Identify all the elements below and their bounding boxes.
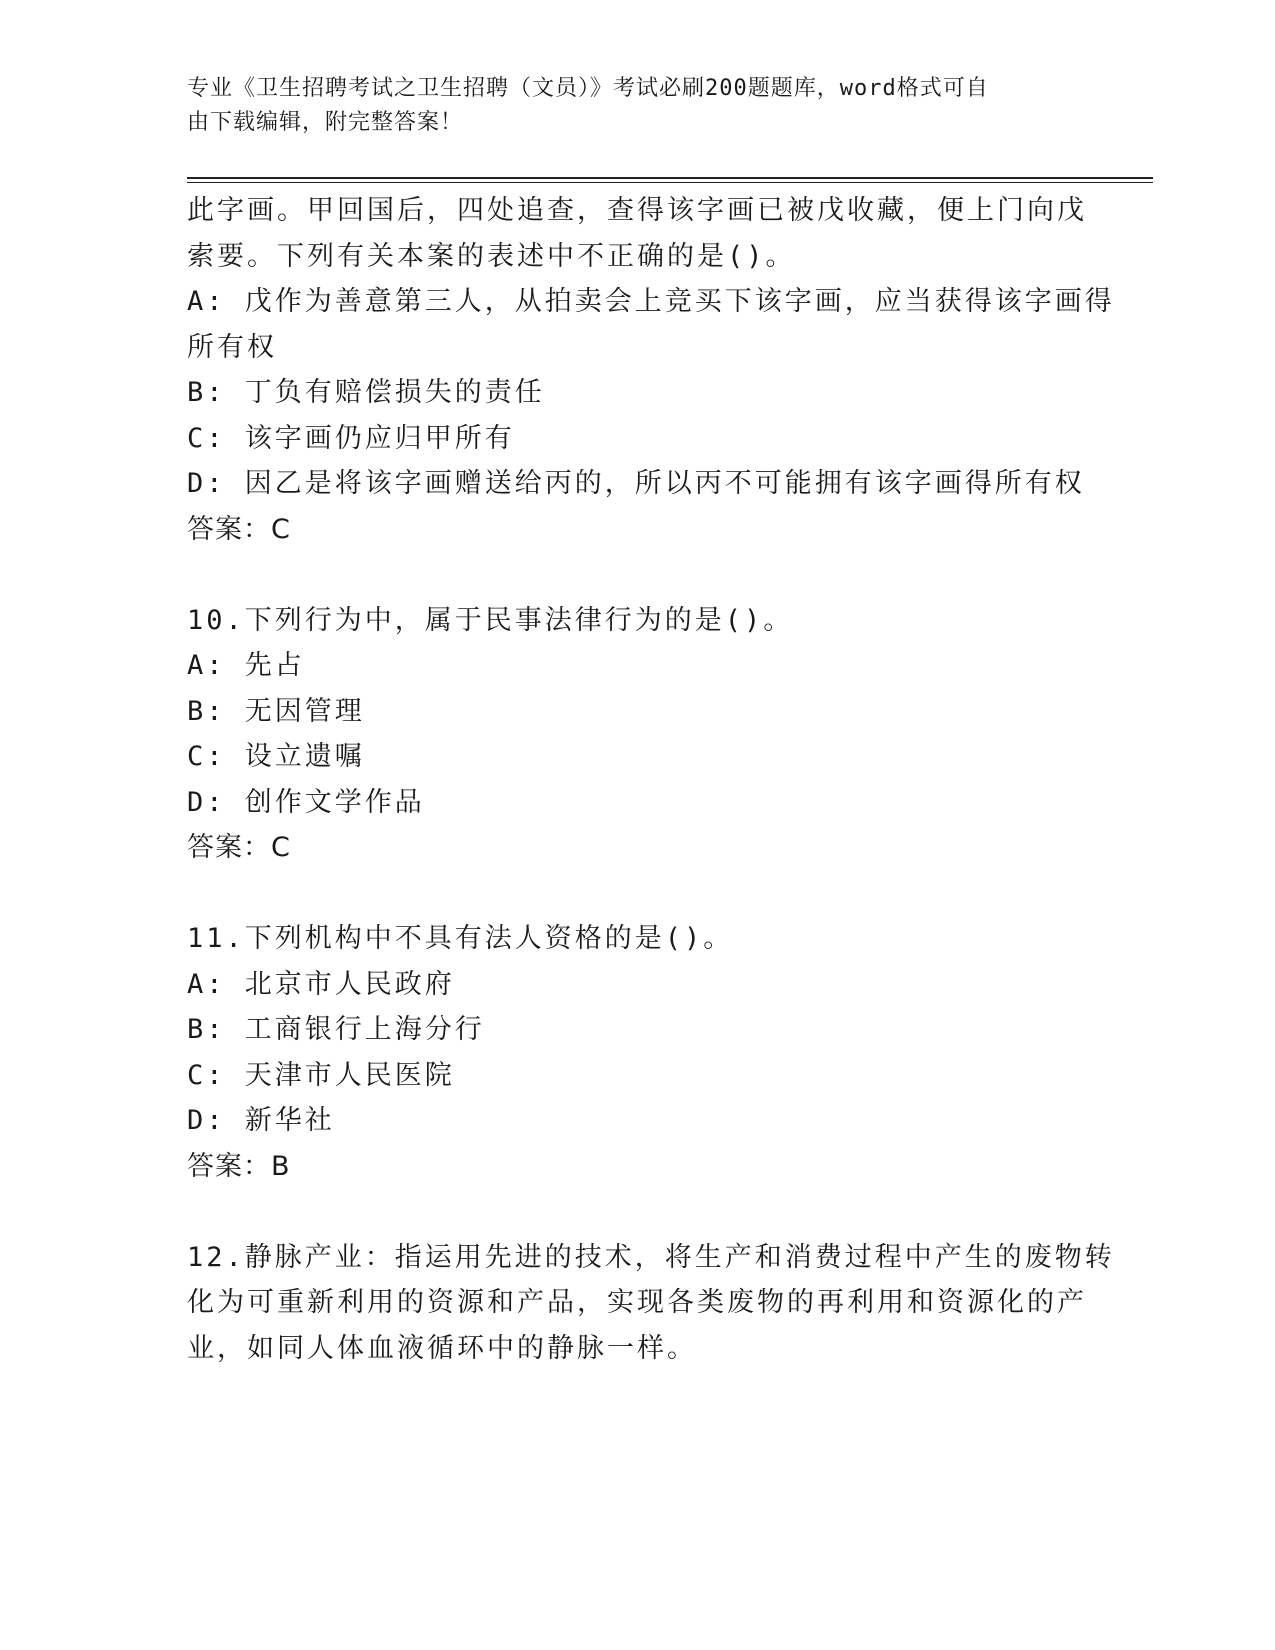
question-10 — [187, 598, 1087, 871]
question-11-option-b: B: 工商银行上海分行 — [187, 1014, 485, 1045]
header-title-line-1: 专业《卫生招聘考试之卫生招聘（文员）》考试必刷200题题库，word格式可自 — [187, 76, 989, 101]
question-10-option-a: A: 先占 — [187, 650, 305, 681]
question-9 — [187, 188, 1115, 552]
question-9-option-b: B: 丁负有赔偿损失的责任 — [187, 377, 545, 408]
header-rule-thin — [187, 182, 1153, 183]
document-header — [187, 72, 1067, 140]
question-11 — [187, 916, 1087, 1189]
question-12 — [187, 1235, 1115, 1372]
question-12-stem-line-1: 12.静脉产业：指运用先进的技术，将生产和消费过程中产生的废物转 — [187, 1241, 1115, 1273]
question-spacer — [187, 871, 1087, 917]
question-spacer — [187, 552, 1087, 598]
question-9-option-d: D: 因乙是将该字画赠送给丙的，所以丙不可能拥有该字画得所有权 — [187, 468, 1085, 499]
question-11-option-c: C: 天津市人民医院 — [187, 1059, 455, 1091]
question-spacer — [187, 1189, 1087, 1235]
question-12-stem-line-2: 化为可重新利用的资源和产品，实现各类废物的再利用和资源化的产 — [187, 1287, 1087, 1318]
question-10-answer: 答案：C — [187, 832, 291, 863]
question-9-stem-line-1: 此字画。甲回国后，四处追查，查得该字画已被戊收藏，便上门向戊 — [187, 195, 1087, 226]
question-9-option-c: C: 该字画仍应归甲所有 — [187, 422, 515, 454]
question-12-stem-line-3: 业，如同人体血液循环中的静脉一样。 — [187, 1332, 697, 1364]
question-11-option-d: D: 新华社 — [187, 1105, 335, 1136]
question-10-option-c: C: 设立遗嘱 — [187, 741, 365, 772]
document-body — [187, 188, 1115, 1371]
question-10-stem: 10.下列行为中，属于民事法律行为的是()。 — [187, 604, 794, 636]
question-10-option-b: B: 无因管理 — [187, 695, 365, 727]
question-9-answer: 答案：C — [187, 513, 291, 545]
question-10-option-d: D: 创作文学作品 — [187, 786, 425, 818]
header-title-line-2: 由下载编辑，附完整答案！ — [187, 110, 464, 135]
question-9-option-a-line-2: 所有权 — [187, 331, 277, 363]
header-rule-thick — [187, 177, 1153, 179]
question-11-stem: 11.下列机构中不具有法人资格的是()。 — [187, 923, 734, 954]
question-9-stem-line-2: 索要。下列有关本案的表述中不正确的是()。 — [187, 240, 796, 272]
question-11-answer: 答案：B — [187, 1150, 291, 1182]
question-9-option-a-line-1: A: 戊作为善意第三人，从拍卖会上竞买下该字画，应当获得该字画得 — [187, 286, 1115, 317]
question-11-option-a: A: 北京市人民政府 — [187, 968, 455, 1000]
